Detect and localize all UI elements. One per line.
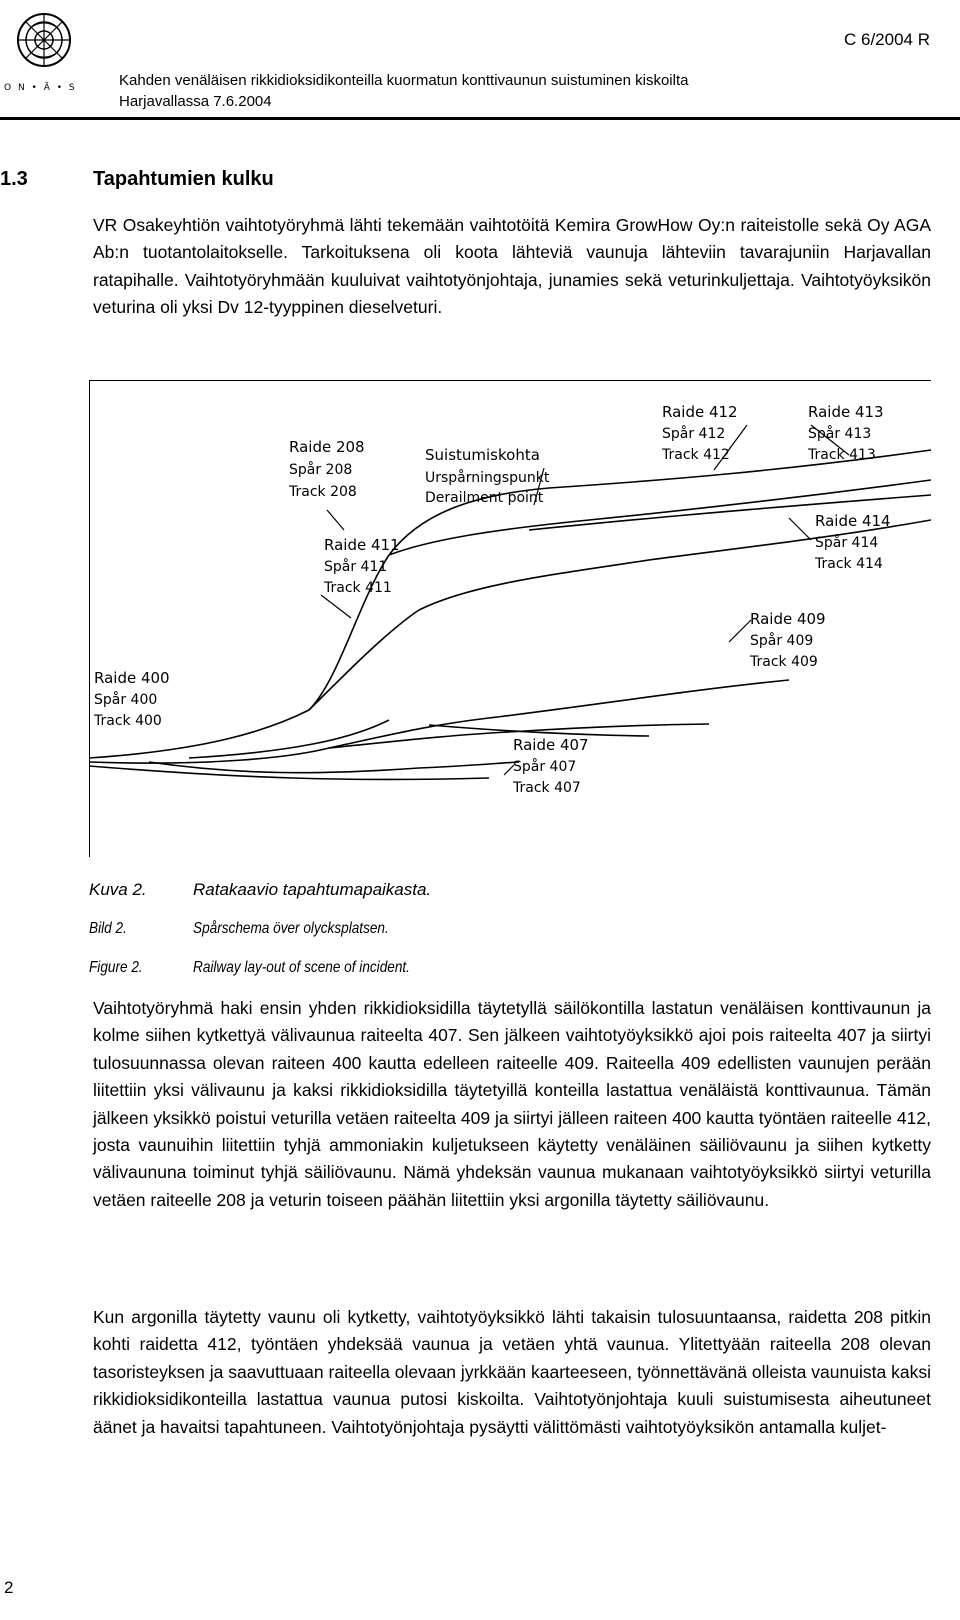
svg-text:Track 414 [814, 556, 883, 572]
r208-sv: Spår 208 [289, 462, 353, 478]
r411-fi: Raide 411 [324, 536, 400, 554]
r411-sv: Spår 411 [324, 559, 388, 575]
caption-label: Figure 2. [89, 958, 143, 976]
caption-text: Ratakaavio tapahtumapaikasta. [193, 879, 432, 899]
r414-en: Track 414 [815, 556, 883, 572]
svg-text:Raide 208 [289, 438, 365, 456]
caption-label: Bild 2. [89, 919, 127, 937]
section-title: Tapahtumien kulku [93, 168, 274, 190]
derail-en: Derailment point [425, 490, 544, 506]
r413-en: Track 413 [808, 447, 876, 463]
derail-sv: Urspårningspunkt [425, 470, 550, 486]
svg-text:Spår 411 [324, 558, 387, 575]
caption-label: Kuva 2. [89, 879, 147, 899]
r409-fi: Raide 409 [750, 610, 826, 628]
svg-text:Track 208 [288, 484, 357, 500]
svg-text:Derailment point [425, 490, 544, 506]
svg-text:Spår 414 [815, 534, 878, 551]
header-title: Kahden venäläisen rikkidioksidikonteilla kuormatun konttivaunun suistuminen kiskoilta [119, 72, 689, 89]
svg-text:O N • Ä • S: O N • Ä • S [4, 83, 77, 93]
intro-paragraph: VR Osakeyhtiön vaihtotyöryhmä lähti tekemään vaihtotöitä Kemira GrowHow Oy:n raiteistolle sekä Oy AGA Ab:n tuotantolaitokselle. Tarkoituksena oli koota lähteviä vaunuja lähteviin tavarajuniin Harjavallan ratapihalle. Vaihtotyöryhmään kuuluivat vaihtotyönjohtaja, junamies sekä veturinkuljettaja. Vaihtotyöyksikön veturina oli yksi Dv 12-tyyppinen dieselveturi. [93, 215, 931, 318]
track-diagram [89, 380, 931, 857]
r414-sv: Spår 414 [815, 535, 879, 551]
caption-en [89, 948, 689, 987]
svg-text:Raide 413 [808, 403, 884, 421]
svg-text:Track 400 [93, 713, 162, 729]
svg-text:Spår 407 [513, 758, 576, 775]
r407-en: Track 407 [513, 780, 581, 796]
svg-text:Raide 400 [94, 669, 170, 687]
svg-text:Raide 409 [750, 610, 826, 628]
r208-fi: Raide 208 [289, 438, 365, 456]
r411-en: Track 411 [324, 580, 392, 596]
body-paragraph-2: Kun argonilla täytetty vaunu oli kytketty, vaihtotyöyksikkö lähti takaisin tulosuuntaansa, raidetta 208 pitkin kohti raidetta 412, työntäen yhdeksää vaunua ja vetäen yhtä vaunua. Ylitettyään raiteella 208 olevan tasoristeyksen ja saavuttuaan raiteella olevaan jyrkkään kaarteeseen, työnnettävänä olleista vaunuista kaksi rikkidioksidikonteilla lastattua vaunua putosi kiskoilta. Vaihtotyönjohtaja kuuli suistumisesta aiheutuneet äänet ja havaitsi tapahtuneen. Vaihtotyönjohtaja pysäytti välittömästi vaihtotyöyksikön antamalla kuljet- [93, 1307, 931, 1437]
svg-text:Spår 413 [808, 425, 871, 442]
svg-text:Urspårningspunkt [425, 469, 550, 486]
section-heading [0, 168, 274, 191]
svg-text:Spår 400 [94, 691, 157, 708]
header-date: Harjavallassa 7.6.2004 [119, 93, 272, 110]
svg-text:Spår 208 [289, 461, 352, 478]
caption-sv [89, 909, 689, 948]
svg-text:Raide 411 [324, 536, 400, 554]
r208-en: Track 208 [289, 484, 357, 500]
svg-text:Raide 412 [662, 403, 738, 421]
svg-text:Spår 412 [662, 425, 725, 442]
svg-text:Raide 414 [815, 512, 891, 530]
r407-fi: Raide 407 [513, 736, 589, 754]
r413-fi: Raide 413 [808, 403, 884, 421]
caption-text: Spårschema över olycksplatsen. [193, 919, 389, 937]
svg-text:Raide 407 [513, 736, 589, 754]
svg-text:Spår 409 [750, 632, 813, 649]
r400-fi: Raide 400 [94, 669, 170, 687]
r413-sv: Spår 413 [808, 426, 872, 442]
document-id: C 6/2004 R [844, 30, 930, 49]
r400-sv: Spår 400 [94, 692, 158, 708]
header-divider [0, 117, 960, 120]
r414-fi: Raide 414 [815, 512, 891, 530]
r407-sv: Spår 407 [513, 759, 577, 775]
svg-text:Track 412 [661, 447, 730, 463]
svg-text:Track 411 [323, 580, 392, 596]
svg-text:Track 407 [512, 780, 581, 796]
svg-text:Track 409 [749, 654, 818, 670]
page-number: 2 [4, 1578, 14, 1597]
r409-en: Track 409 [750, 654, 818, 670]
body-paragraph-1: Vaihtotyöryhmä haki ensin yhden rikkidioksidilla täytetyllä säilökontilla lastatun venäläisen konttivaunun ja kolme siihen kytkettyä välivaunua raiteelta 407. Sen jälkeen vaihtotyöyksikkö ajoi pois raiteelta 407 ja siirtyi tulosuunnassa olevan raiteen 400 kautta edelleen raiteelle 409. Raiteella 409 edellisten vaunujen perään liitettiin yksi välivaunu ja kaksi rikkidioksidilla täytetyillä konteilla lastattua venäläistä konttivaunua. Tämän jälkeen yksikkö poistui veturilla vetäen raiteelta 409 ja siirtyi jälleen raiteen 400 kautta työntäen raiteelle 412, josta vaunuihin liitettiin tyhjä ammoniakin kuljetukseen käytetty venäläinen säiliövaunu ja siihen kytketty välivaununa toiminut tyhjä säiliövaunu. Nämä yhdeksän vaunua mukanaan vaihtotyöyksikkö siirtyi veturilla vetäen raiteelle 208 ja veturin toiseen päähän liitettiin yksi argonilla täytetty säiliövaunu. [93, 998, 931, 1210]
caption-fi [89, 870, 689, 909]
r409-sv: Spår 409 [750, 633, 814, 649]
figure-captions [89, 870, 689, 987]
r412-fi: Raide 412 [662, 403, 738, 421]
svg-text:Track 413 [807, 447, 876, 463]
svg-text:Suistumiskohta [425, 446, 540, 464]
derail-fi: Suistumiskohta [425, 446, 540, 464]
caption-text: Railway lay-out of scene of incident. [193, 958, 410, 976]
r400-en: Track 400 [94, 713, 162, 729]
section-number: 1.3 [0, 168, 28, 190]
r412-en: Track 412 [662, 447, 730, 463]
r412-sv: Spår 412 [662, 426, 726, 442]
otk-logo [0, 0, 88, 94]
